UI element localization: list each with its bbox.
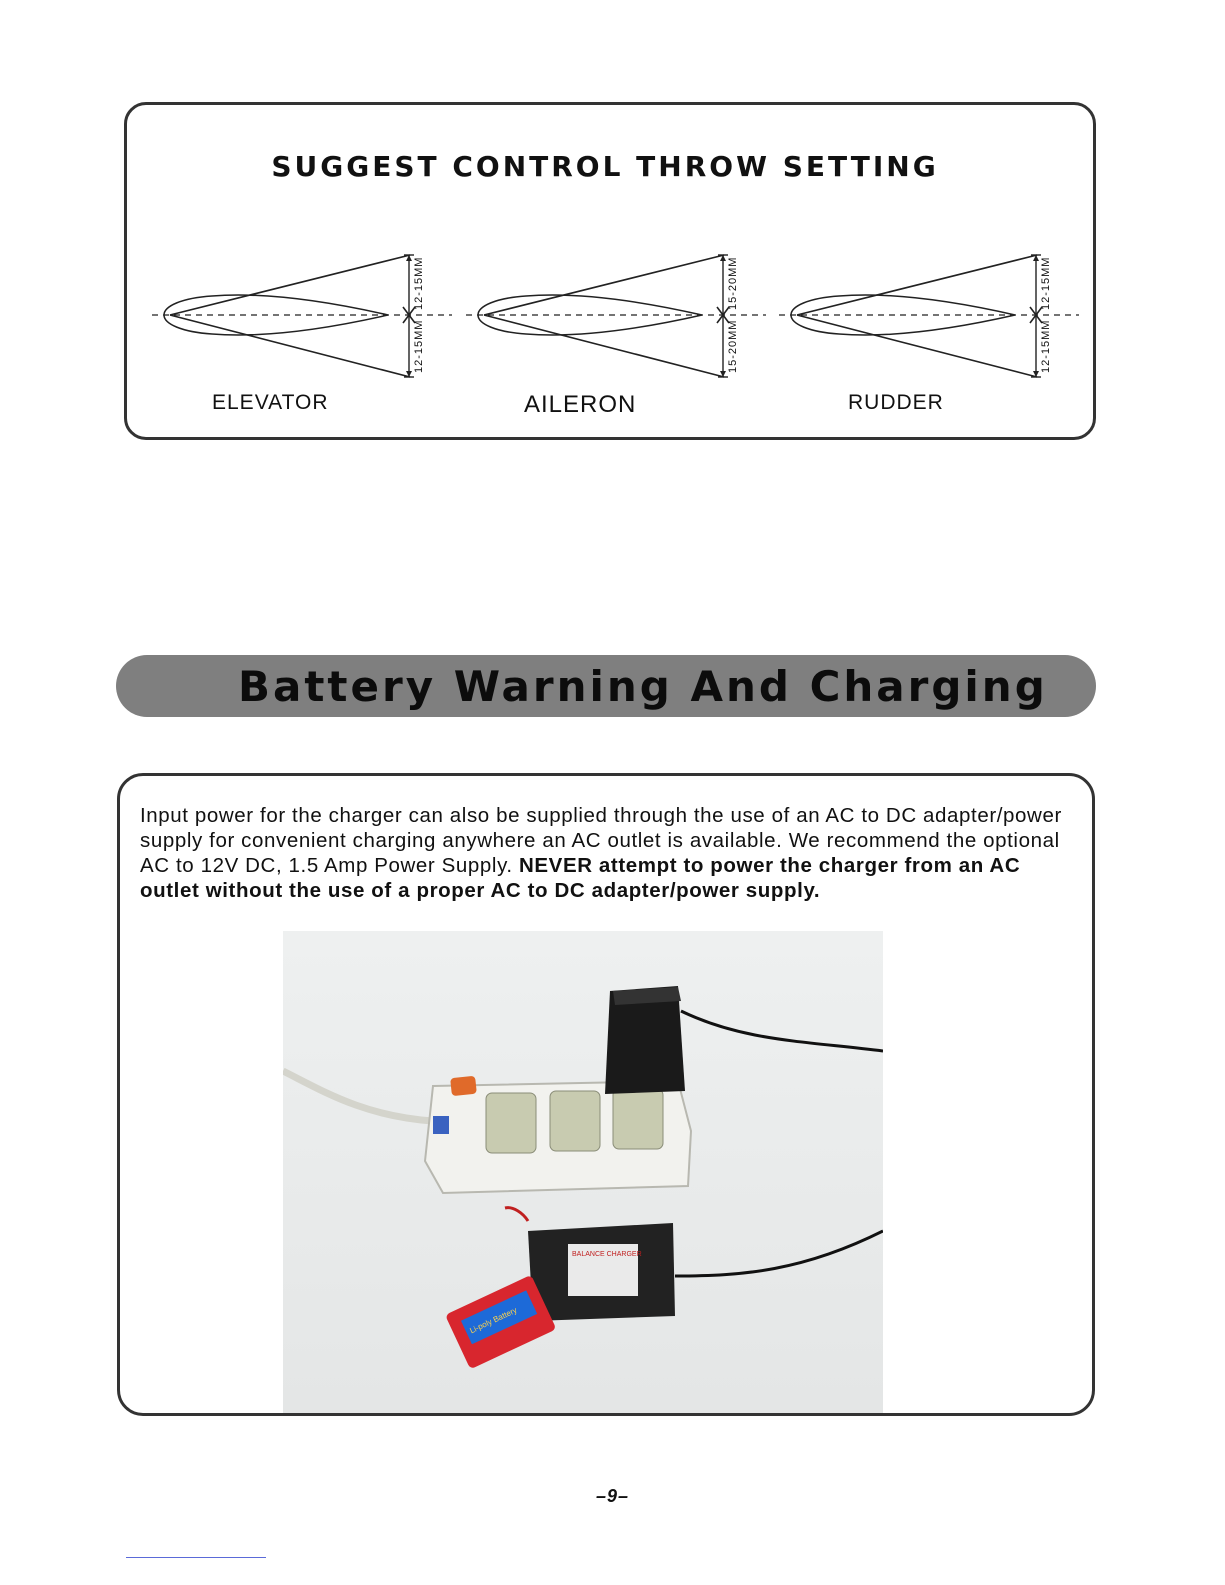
aileron-up-throw: 15-20MM	[727, 256, 739, 310]
rudder-label: RUDDER	[848, 391, 944, 414]
page-number: –9–	[595, 1486, 630, 1506]
rudder-up-throw: 12-15MM	[1040, 256, 1052, 310]
elevator-label: ELEVATOR	[212, 391, 329, 414]
control-throw-diagram	[124, 230, 1096, 390]
charger-label: BALANCE CHARGER	[572, 1251, 642, 1258]
charger-warning-text: NEVER attempt to power the charger from an AC outlet without the use of a proper AC to DC adapter/power supply.	[140, 854, 1021, 902]
battery-warning-paragraph	[140, 803, 1075, 903]
elevator-airfoil	[152, 255, 452, 377]
aileron-label: AILERON	[524, 391, 637, 418]
aileron-airfoil	[466, 255, 766, 377]
rudder-down-throw: 12-15MM	[1040, 319, 1052, 373]
battery-label: Li-poly Battery	[468, 1305, 519, 1336]
rudder-airfoil	[779, 255, 1079, 377]
elevator-down-throw: 12-15MM	[413, 319, 425, 373]
power-strip	[425, 1076, 691, 1193]
control-throw-title: SUGGEST CONTROL THROW SETTING	[271, 150, 939, 183]
charger-setup-photo	[283, 931, 883, 1413]
aileron-down-throw: 15-20MM	[727, 319, 739, 373]
elevator-up-throw: 12-15MM	[413, 256, 425, 310]
footer-link-underline	[126, 1557, 266, 1558]
charger-info-text: Input power for the charger can also be supplied through the use of an AC to DC adapter/power supply for convenient charging anywhere an AC outlet is available. We recommend the optional AC to 12V DC, 1.5 Amp Power Supply.	[140, 804, 1062, 877]
battery-section-heading: Battery Warning And Charging	[238, 662, 1048, 711]
